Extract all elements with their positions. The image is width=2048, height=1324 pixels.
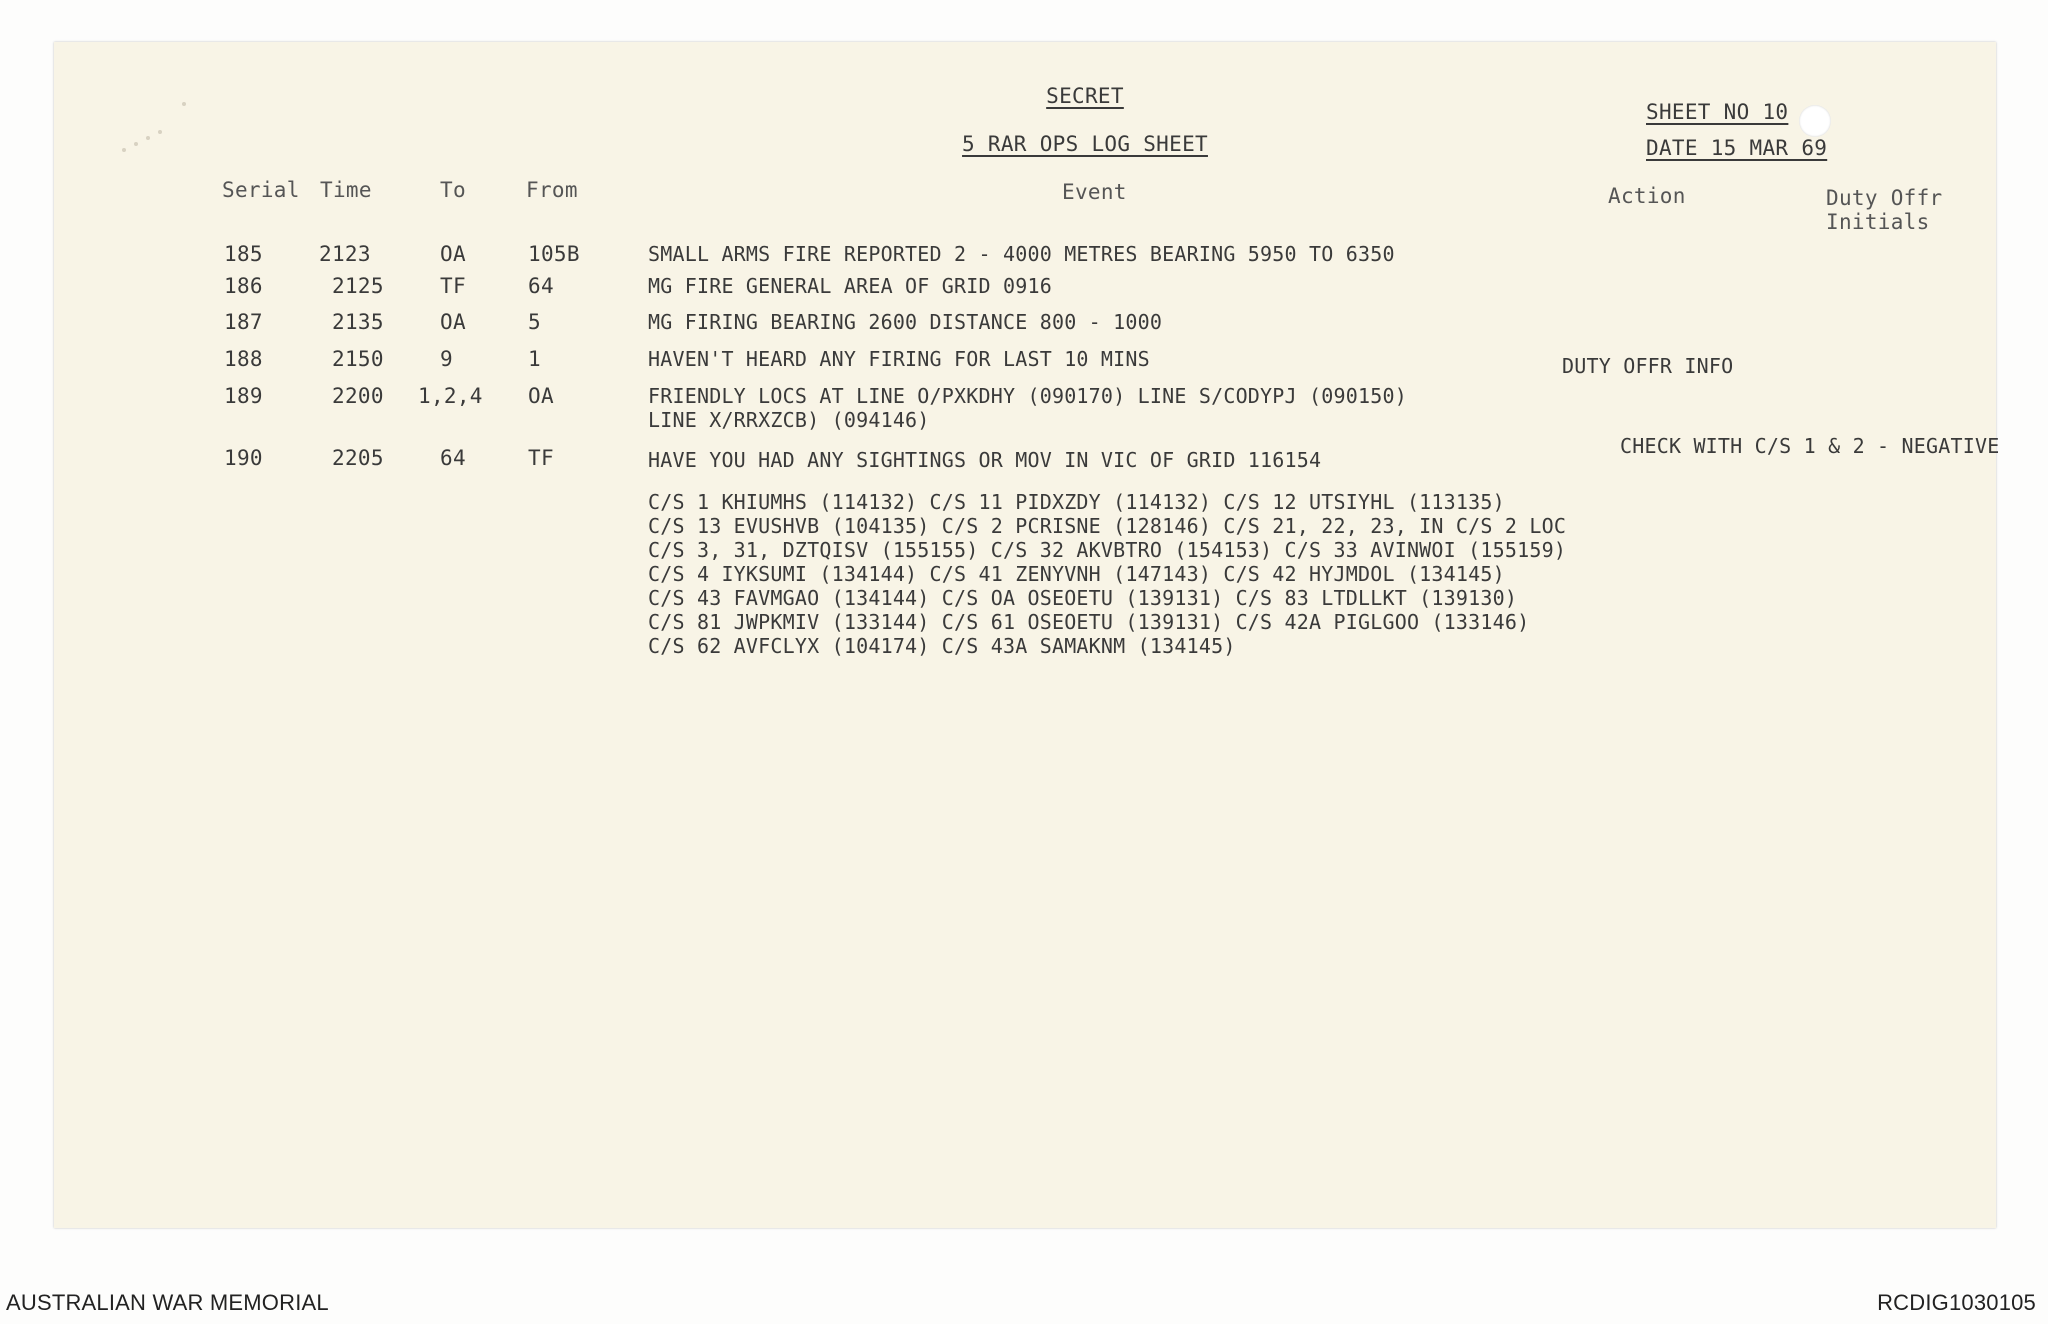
row-to: TF xyxy=(440,274,466,298)
row-time: 2135 xyxy=(332,310,384,334)
stamp-mark xyxy=(158,130,162,134)
row-action: DUTY OFFR INFO xyxy=(1562,354,1734,378)
row-event: FRIENDLY LOCS AT LINE O/PXKDHY (090170) LINE S/CODYPJ (090150) LINE X/RRXZCB) (094146) xyxy=(648,384,1407,432)
column-header-action: Action xyxy=(1608,184,1686,208)
document-title: 5 RAR OPS LOG SHEET xyxy=(962,132,1208,156)
ops-log-sheet xyxy=(54,42,2000,1228)
row-time: 2200 xyxy=(332,384,384,408)
column-header-serial: Serial xyxy=(222,178,300,202)
row-from: OA xyxy=(528,384,554,408)
row-from: 64 xyxy=(528,274,554,298)
row-to: 1,2,4 xyxy=(418,384,483,408)
row-serial: 187 xyxy=(224,310,263,334)
callsign-line: C/S 43 FAVMGAO (134144) C/S OA OSEOETU (139131) C/S 83 LTDLLKT (139130) xyxy=(648,586,1518,610)
row-to: OA xyxy=(440,310,466,334)
row-time: 2125 xyxy=(332,274,384,298)
column-header-to: To xyxy=(440,178,466,202)
row-from: 5 xyxy=(528,310,541,334)
classification-heading: SECRET xyxy=(1046,84,1124,108)
row-serial: 185 xyxy=(224,242,263,266)
archive-credit: AUSTRALIAN WAR MEMORIAL xyxy=(6,1290,329,1315)
row-time: 2150 xyxy=(332,347,384,371)
row-event: MG FIRING BEARING 2600 DISTANCE 800 - 1000 xyxy=(648,310,1163,334)
sheet-number: SHEET NO 10 xyxy=(1646,100,1789,124)
column-header-duty-offr: Duty Offr Initials xyxy=(1826,186,1943,234)
row-event: MG FIRE GENERAL AREA OF GRID 0916 xyxy=(648,274,1052,298)
stamp-mark xyxy=(146,136,150,140)
row-to: OA xyxy=(440,242,466,266)
stamp-mark xyxy=(182,102,186,106)
column-header-from: From xyxy=(526,178,578,202)
row-event: HAVEN'T HEARD ANY FIRING FOR LAST 10 MINS xyxy=(648,347,1150,371)
row-serial: 188 xyxy=(224,347,263,371)
column-header-event: Event xyxy=(1062,180,1127,204)
punch-hole xyxy=(1799,105,1831,137)
row-event: HAVE YOU HAD ANY SIGHTINGS OR MOV IN VIC OF GRID 116154 xyxy=(648,448,1322,472)
row-event: SMALL ARMS FIRE REPORTED 2 - 4000 METRES BEARING 5950 TO 6350 xyxy=(648,242,1395,266)
callsign-line: C/S 3, 31, DZTQISV (155155) C/S 32 AKVBTRO (154153) C/S 33 AVINWOI (155159) xyxy=(648,538,1567,562)
row-to: 9 xyxy=(440,347,453,371)
row-from: 1 xyxy=(528,347,541,371)
archive-reference-id: RCDIG1030105 xyxy=(1877,1290,2036,1315)
row-from: 105B xyxy=(528,242,580,266)
row-serial: 190 xyxy=(224,446,263,470)
row-time: 2205 xyxy=(332,446,384,470)
row-from: TF xyxy=(528,446,554,470)
row-to: 64 xyxy=(440,446,466,470)
row-serial: 186 xyxy=(224,274,263,298)
column-header-time: Time xyxy=(320,178,372,202)
sheet-date: DATE 15 MAR 69 xyxy=(1646,136,1828,160)
callsign-line: C/S 13 EVUSHVB (104135) C/S 2 PCRISNE (128146) C/S 21, 22, 23, IN C/S 2 LOC xyxy=(648,514,1567,538)
callsign-line: C/S 62 AVFCLYX (104174) C/S 43A SAMAKNM (134145) xyxy=(648,634,1236,658)
stamp-mark xyxy=(122,148,126,152)
row-action: CHECK WITH C/S 1 & 2 - NEGATIVE xyxy=(1620,434,2000,458)
row-time: 2123 xyxy=(319,242,371,266)
row-serial: 189 xyxy=(224,384,263,408)
callsign-line: C/S 1 KHIUMHS (114132) C/S 11 PIDXZDY (114132) C/S 12 UTSIYHL (113135) xyxy=(648,490,1505,514)
callsign-line: C/S 81 JWPKMIV (133144) C/S 61 OSEOETU (139131) C/S 42A PIGLGOO (133146) xyxy=(648,610,1530,634)
stamp-mark xyxy=(134,142,138,146)
callsign-line: C/S 4 IYKSUMI (134144) C/S 41 ZENYVNH (147143) C/S 42 HYJMDOL (134145) xyxy=(648,562,1505,586)
